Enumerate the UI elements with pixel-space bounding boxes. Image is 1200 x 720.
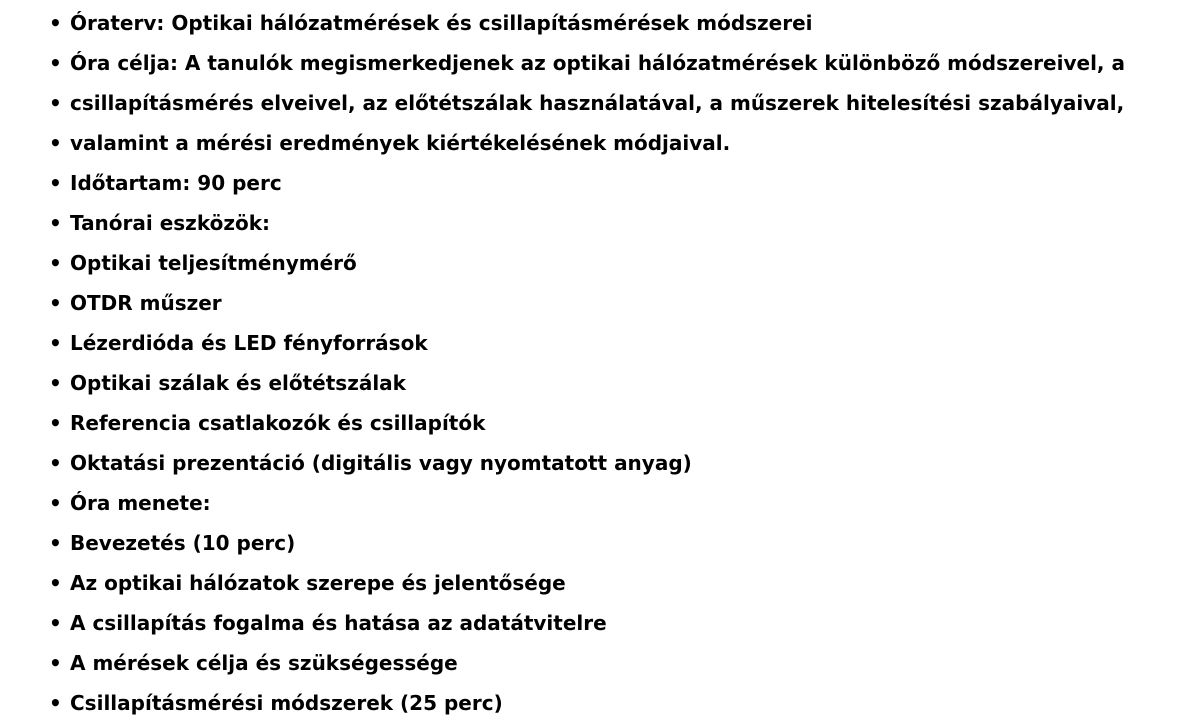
- bullet-text: Optikai szálak és előtétszálak: [70, 371, 406, 395]
- bullet-item: [0, 563, 1200, 603]
- bullet-item: [0, 643, 1200, 683]
- bullet-dot-icon: •: [49, 331, 62, 355]
- bullet-item: [0, 323, 1200, 363]
- bullet-dot-icon: •: [49, 531, 62, 555]
- bullet-dot-icon: •: [49, 11, 62, 35]
- bullet-text: Referencia csatlakozók és csillapítók: [70, 411, 486, 435]
- bullet-item: [0, 443, 1200, 483]
- bullet-text: Óraterv: Optikai hálózatmérések és csillapításmérések módszerei: [70, 11, 813, 35]
- bullet-dot-icon: •: [49, 91, 62, 115]
- bullet-item: [0, 363, 1200, 403]
- bullet-dot-icon: •: [49, 131, 62, 155]
- bullet-item: [0, 163, 1200, 203]
- bullet-dot-icon: •: [49, 451, 62, 475]
- bullet-text: Lézerdióda és LED fényforrások: [70, 331, 428, 355]
- bullet-item: [0, 83, 1200, 123]
- bullet-dot-icon: •: [49, 651, 62, 675]
- bullet-text: Bevezetés (10 perc): [70, 531, 296, 555]
- bullet-dot-icon: •: [49, 411, 62, 435]
- bullet-item: [0, 523, 1200, 563]
- bullet-text: Az optikai hálózatok szerepe és jelentősége: [70, 571, 566, 595]
- bullet-dot-icon: •: [49, 51, 62, 75]
- bullet-list: [0, 3, 1200, 720]
- bullet-text: Tanórai eszközök:: [70, 211, 271, 235]
- bullet-item: [0, 283, 1200, 323]
- bullet-dot-icon: •: [49, 611, 62, 635]
- bullet-item: [0, 483, 1200, 523]
- bullet-text: Optikai teljesítménymérő: [70, 251, 357, 275]
- bullet-text: A csillapítás fogalma és hatása az adatátvitelre: [70, 611, 607, 635]
- bullet-item: [0, 123, 1200, 163]
- bullet-text: valamint a mérési eredmények kiértékelésének módjaival.: [70, 131, 731, 155]
- bullet-dot-icon: •: [49, 491, 62, 515]
- bullet-text: csillapításmérés elveivel, az előtétszálak használatával, a műszerek hitelesítési szabályaival,: [70, 91, 1125, 115]
- bullet-item: [0, 43, 1200, 83]
- bullet-dot-icon: •: [49, 251, 62, 275]
- bullet-item: [0, 403, 1200, 443]
- bullet-item: [0, 243, 1200, 283]
- bullet-item: [0, 3, 1200, 43]
- bullet-text: OTDR műszer: [70, 291, 222, 315]
- bullet-text: Csillapításmérési módszerek (25 perc): [70, 691, 503, 715]
- bullet-dot-icon: •: [49, 371, 62, 395]
- bullet-text: Óra menete:: [70, 491, 211, 515]
- bullet-dot-icon: •: [49, 171, 62, 195]
- bullet-dot-icon: •: [49, 211, 62, 235]
- bullet-item: [0, 603, 1200, 643]
- bullet-item: [0, 203, 1200, 243]
- bullet-text: Óra célja: A tanulók megismerkedjenek az optikai hálózatmérések különböző módszereivel, a: [70, 51, 1125, 75]
- bullet-dot-icon: •: [49, 691, 62, 715]
- bullet-item: [0, 683, 1200, 720]
- bullet-dot-icon: •: [49, 291, 62, 315]
- bullet-text: A mérések célja és szükségessége: [70, 651, 458, 675]
- bullet-text: Időtartam: 90 perc: [70, 171, 282, 195]
- bullet-dot-icon: •: [49, 571, 62, 595]
- bullet-text: Oktatási prezentáció (digitális vagy nyomtatott anyag): [70, 451, 692, 475]
